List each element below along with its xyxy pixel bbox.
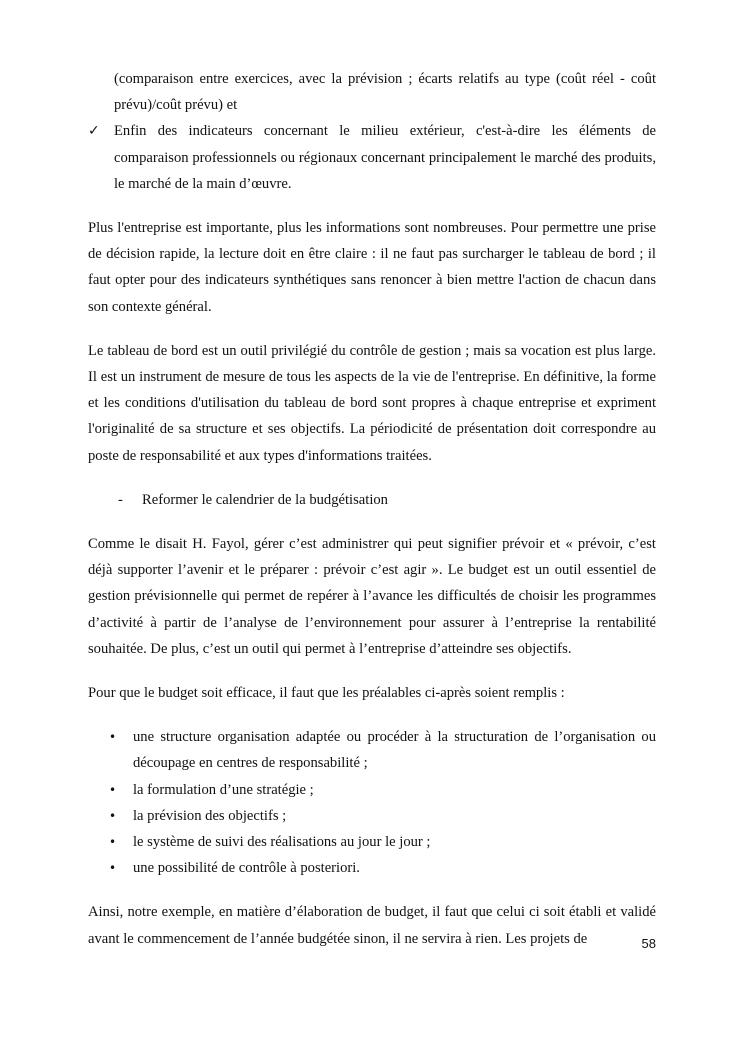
section-heading-item (88, 487, 656, 513)
section-heading-text: Reformer le calendrier de la budgétisation (142, 491, 388, 508)
bullet-icon: • (109, 808, 117, 823)
checkmark-icon: ✓ (88, 123, 100, 140)
bullet-icon: • (109, 861, 117, 876)
bullet-icon: • (109, 835, 117, 850)
list-item (88, 803, 656, 829)
paragraph-3: Comme le disait H. Fayol, gérer c’est administrer qui peut signifier prévoir et « prévoir, c’est déjà supporter l’avenir et le préparer : prévoir c’est agir ». Le budget est un outil essentiel de gestion prévisionnelle qui permet de repérer à l’avance les difficultés de choisir les programmes d’activité à partir de l’analyse de l’environnement pour assurer à l’entreprise la rentabilité souhaitée. De plus, c’est un outil qui permet à l’entreprise d’atteindre ses objectifs. (88, 536, 656, 657)
list-item (88, 855, 656, 881)
list-item-text: une possibilité de contrôle à posteriori. (133, 860, 360, 877)
check-list-item (88, 118, 656, 197)
paragraph-4: Pour que le budget soit efficace, il faut que les préalables ci-après soient remplis : (88, 685, 565, 702)
paragraph-5: Ainsi, notre exemple, en matière d’élaboration de budget, il faut que celui ci soit établi et validé avant le commencement de l’année budgétée sinon, il ne servira à rien. Les projets de (88, 904, 656, 947)
check-item-text: Enfin des indicateurs concernant le milieu extérieur, c'est-à-dire les éléments de comparaison professionnels ou régionaux concernant principalement le marché des produits, le marché de la main d’œuvre. (114, 123, 656, 192)
list-item (88, 829, 656, 855)
prerequisites-list (88, 724, 656, 881)
list-item-text: une structure organisation adaptée ou procéder à la structuration de l’organisation ou découpage en centres de responsabilité ; (133, 729, 656, 772)
bullet-icon: • (109, 730, 117, 745)
document-page (88, 66, 656, 952)
list-item-text: le système de suivi des réalisations au jour le jour ; (133, 834, 431, 851)
list-item (88, 777, 656, 803)
paragraph-2: Le tableau de bord est un outil privilégié du contrôle de gestion ; mais sa vocation est plus large. Il est un instrument de mesure de tous les aspects de la vie de l'entreprise. En définitive, la forme et les conditions d'utilisation du tableau de bord sont propres à chaque entreprise et expriment l'originalité de sa structure et ses objectifs. La périodicité de présentation doit correspondre au poste de responsabilité et aux types d'informations traitées. (88, 342, 656, 464)
page-number: 58 (641, 936, 656, 951)
list-item-text: la prévision des objectifs ; (133, 807, 287, 824)
dash-icon: - (118, 491, 123, 508)
list-item (88, 724, 656, 776)
paragraph-1: Plus l'entreprise est importante, plus les informations sont nombreuses. Pour permettre une prise de décision rapide, la lecture doit en être claire : il ne faut pas surcharger le tableau de bord ; il faut opter pour des indicateurs synthétiques sans renoncer à bien mettre l'action de chacun dans son contexte général. (88, 220, 656, 315)
bullet-icon: • (109, 782, 117, 797)
continuation-text: (comparaison entre exercices, avec la prévision ; écarts relatifs au type (coût réel - coût prévu)/coût prévu) et (114, 71, 656, 114)
list-item-text: la formulation d’une stratégie ; (133, 781, 314, 798)
